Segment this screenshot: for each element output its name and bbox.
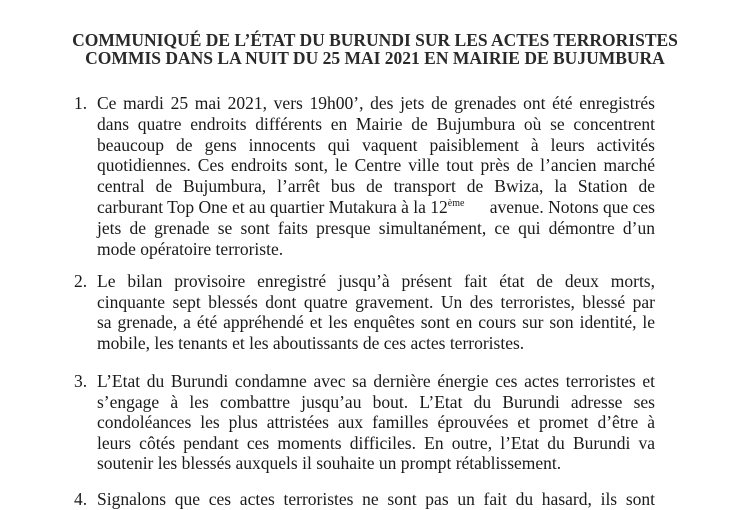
paragraph-1-line-part: avenue. Notons que ces: [485, 197, 655, 217]
paragraph-1-line: mode opératoire terroriste.: [97, 239, 284, 259]
paragraph-3-line: soutenir les blessés auxquels il souhaite un prompt rétablissement.: [97, 453, 562, 473]
paragraph-1-line: jets de grenade se sont faits presque simultanément, ce qui démontre d’un: [97, 218, 655, 238]
paragraph-1-line: Ce mardi 25 mai 2021, vers 19h00’, des jets de grenades ont été enregistrés: [97, 93, 655, 113]
paragraph-4-number: 4.: [74, 489, 88, 509]
paragraph-2-line: Le bilan provisoire enregistré jusqu’à présent fait état de deux morts,: [97, 271, 655, 291]
paragraph-3-line: condoléances les plus attristées aux familles éprouvées et promet d’être à: [97, 412, 655, 432]
document-title-line-2: COMMIS DANS LA NUIT DU 25 MAI 2021 EN MAIRIE DE BUJUMBURA: [85, 48, 665, 68]
paragraph-2-line: sa grenade, a été appréhendé et les enquêtes sont en cours sur son identité, le: [97, 312, 655, 332]
document-title-line-1: COMMUNIQUÉ DE L’ÉTAT DU BURUNDI SUR LES ACTES TERRORISTES: [72, 30, 678, 50]
paragraph-1-line: central de Bujumbura, l’arrêt bus de transport de Bwiza, la Station de: [97, 176, 655, 196]
paragraph-3-number: 3.: [74, 371, 88, 391]
paragraph-1-line: beaucoup de gens innocents qui vaquent paisiblement à leurs activités: [97, 135, 655, 155]
paragraph-1-line: dans quatre endroits différents en Mairie de Bujumbura où se concentrent: [97, 114, 655, 134]
paragraph-3-line: s’engage à les combattre jusqu’au bout. L’Etat du Burundi adresse ses: [97, 392, 655, 412]
paragraph-1-line-with-superscript: [97, 196, 655, 218]
paragraph-3-line: leurs côtés pendant ces moments difficiles. En outre, l’Etat du Burundi va: [97, 433, 655, 453]
paragraph-1-line-part: carburant Top One et au quartier Mutakura à la 12ème: [97, 197, 465, 217]
paragraph-2-line: mobile, les tenants et les aboutissants de ces actes terroristes.: [97, 333, 525, 353]
paragraph-1-number: 1.: [74, 93, 88, 113]
paragraph-2-number: 2.: [74, 271, 88, 291]
ordinal-superscript: ème: [447, 198, 465, 210]
paragraph-4-line: Signalons que ces actes terroristes ne sont pas un fait du hasard, ils sont: [97, 489, 655, 509]
paragraph-1-line: quotidiennes. Ces endroits sont, le Centre ville tout près de l’ancien marché: [97, 155, 655, 175]
paragraph-2-line: cinquante sept blessés dont quatre gravement. Un des terroristes, blessé par: [97, 292, 655, 312]
paragraph-3-line: L’Etat du Burundi condamne avec sa dernière énergie ces actes terroristes et: [97, 371, 655, 391]
